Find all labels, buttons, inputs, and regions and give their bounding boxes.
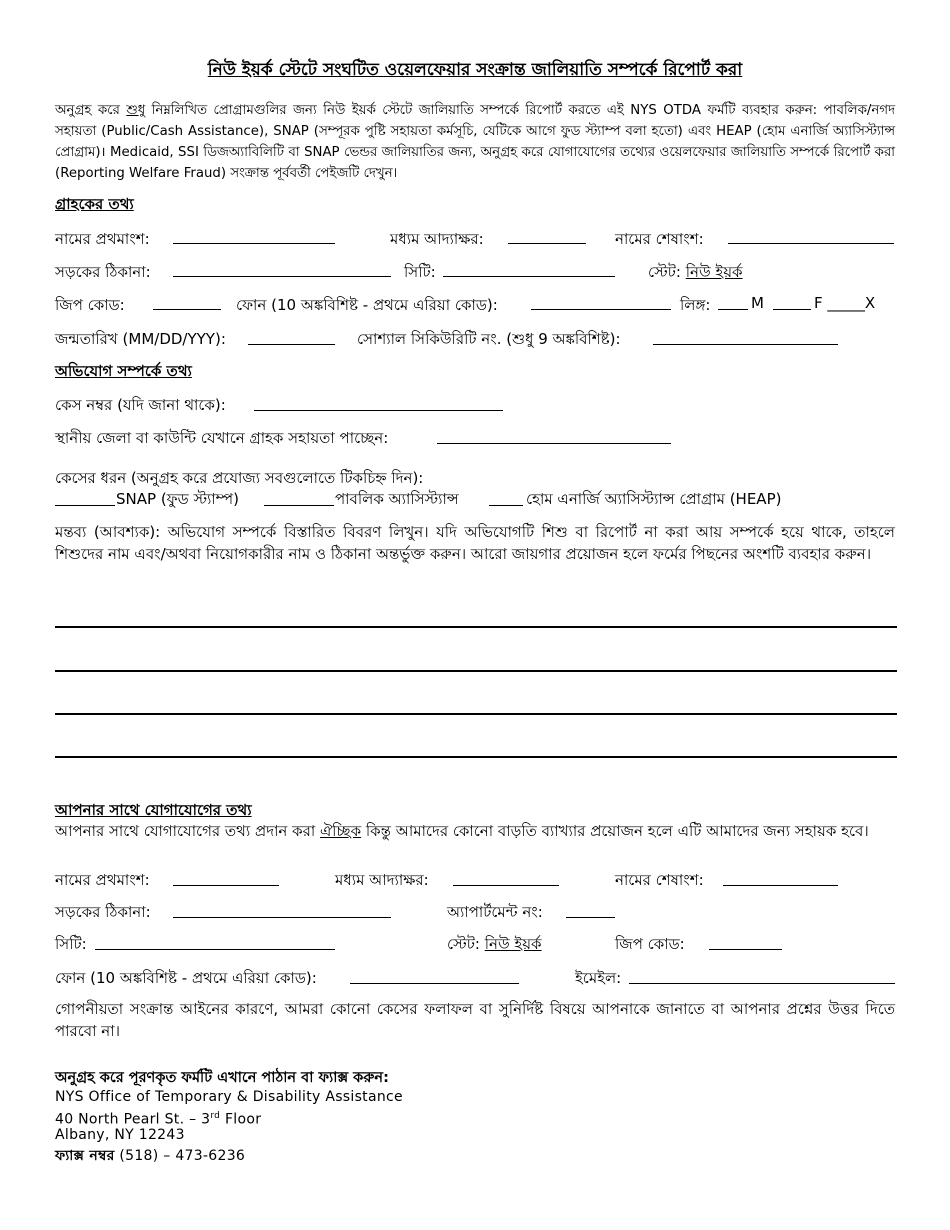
contact-street-label: সড়কের ঠিকানা: [55,903,151,921]
contact-zip-field[interactable] [709,949,782,950]
comments-line-3[interactable] [55,713,897,715]
client-phone-field[interactable] [531,309,671,310]
mail-address-line-3: Albany, NY 12243 [55,1127,185,1143]
contact-city-label: সিটি: [55,935,87,953]
comments-line-2[interactable] [55,670,897,672]
contact-email-field[interactable] [629,983,895,984]
gender-f-checkbox[interactable] [773,309,811,310]
client-dob-field[interactable] [248,344,335,345]
contact-apt-field[interactable] [566,917,615,918]
contact-middle-initial-label: মধ্যম আদ্যাক্ষর: [335,871,429,889]
client-city-field[interactable] [443,276,615,277]
gender-f-x-label: F _____X [814,294,876,312]
client-last-name-field[interactable] [728,243,894,244]
client-zip-field[interactable] [153,309,221,310]
client-last-name-label: নামের শেষাংশ: [615,230,704,248]
contact-intro [55,820,895,842]
contact-first-name-label: নামের প্রথমাংশ: [55,871,150,889]
contact-apt-label: অ্যাপার্টমেন্ট নং: [447,903,543,921]
county-label: স্থানীয় জেলা বা কাউন্টি যেখানে গ্রাহক সহায়তা পাচ্ছেন: [55,429,389,447]
gender-m-label: M [751,294,764,312]
contact-intro-b: কিন্তু আমাদের কোনো বাড়তি ব্যাখ্যার প্রয়োজন হলে এটি আমাদের জন্য সহায়ক হবে। [361,822,869,840]
client-first-name-label: নামের প্রথমাংশ: [55,230,150,248]
client-phone-label: ফোন (10 অঙ্কবিশিষ্ট - প্রথমে এরিয়া কোড): [236,296,498,314]
mail-address-line-1: NYS Office of Temporary & Disability Assistance [55,1089,403,1105]
comments-line-4[interactable] [55,756,897,758]
contact-phone-field[interactable] [350,983,519,984]
contact-phone-label: ফোন (10 অঙ্কবিশিষ্ট - প্রথমে এরিয়া কোড): [55,969,317,987]
client-city-label: সিটি: [404,263,436,281]
contact-middle-initial-field[interactable] [453,885,559,886]
contact-street-field[interactable] [173,917,391,918]
heap-option-label: হোম এনার্জি অ্যাসিস্ট্যান্স প্রোগ্রাম (HEAP) [526,490,782,508]
fax-label: ফ্যাক্স নম্বর [55,1148,115,1164]
county-field[interactable] [437,443,671,444]
intro-text-a: অনুগ্রহ করে [55,103,127,118]
contact-zip-label: জিপ কোড: [615,935,685,953]
allegation-heading: অভিযোগ সম্পর্কে তথ্য [55,362,192,380]
client-gender-label: লিঙ্গ: [680,296,711,314]
client-street-field[interactable] [173,276,391,277]
contact-heading: আপনার সাথে যোগাযোগের তথ্য [55,801,252,819]
client-state-label: স্টেট: [648,263,681,281]
client-info-heading: গ্রাহকের তথ্য [55,195,134,213]
public-assistance-checkbox[interactable] [264,505,334,506]
mail-floor-word: Floor [220,1111,262,1128]
contact-state [447,933,542,958]
gender-m-checkbox[interactable] [718,309,748,310]
snap-option-label: SNAP (ফুড স্ট্যাম্প) [116,490,239,508]
case-number-label: কেস নম্বর (যদি জানা থাকে): [55,396,226,414]
client-first-name-field[interactable] [173,243,335,244]
mail-street: 40 North Pearl St. – 3 [55,1111,211,1128]
case-type-label: কেসের ধরন (অনুগ্রহ করে প্রযোজ্য সবগুলোতে টিকচিহ্ন দিন): [55,469,424,487]
heap-checkbox[interactable] [489,505,523,506]
client-state [648,261,743,286]
comments-instructions: মন্তব্য (আবশ্যক): অভিযোগ সম্পর্কে বিস্তারিত বিবরণ লিখুন। যদি অভিযোগটি শিশু বা রিপোর্ট না করা আয় সম্পর্কে হয়ে থাকে, তাহলে শিশুদের নাম এবং/অথবা নিয়োগকারীর নাম ও ঠিকানা অন্তর্ভুক্ত করুন। আরো জায়গার প্রয়োজন হলে ফর্মের পিছনের অংশটি ব্যবহার করুন। [55,523,895,563]
privacy-notice: গোপনীয়তা সংক্রান্ত আইনের কারণে, আমরা কোনো কেসের ফলাফল বা সুনির্দিষ্ট বিষয়ে আপনাকে জানাতে বা আপনার প্রশ্নের উত্তর দিতে পারবো না। [55,1000,895,1040]
contact-state-label: স্টেট: [447,935,480,953]
contact-state-value: নিউ ইয়র্ক [484,935,542,953]
intro-text-b: নিম্নলিখিত প্রোগ্রামগুলির জন্য নিউ ইয়র্ক স্টেটে জালিয়াতি সম্পর্কে রিপোর্ট করতে এই NYS OTDA ফর্মটি ব্যবহার করুন: পাবলিক/নগদ সহায়তা (Public/Cash Assistance), SNAP (সম্পূরক পুষ্টি সহায়তা কর্মসূচি, যেটিকে আগে ফুড স্ট্যাম্প বলা হতো) এবং HEAP (হোম এনার্জি অ্যাসিস্ট্যান্স প্রোগ্রাম)। Medicaid, SSI ডিজঅ্যাবিলিটি বা SNAP ভেন্ডর জালিয়াতির জন্য, অনুগ্রহ করে যোগাযোগের তথ্যের ওয়েলফেয়ার জালিয়াতি সম্পর্কে রিপোর্ট করা (Reporting Welfare Fraud) সংক্রান্ত পূর্ববর্তী পেইজটি দেখুন। [55,103,896,181]
contact-optional-emphasis: ঐচ্ছিক [320,822,362,840]
client-state-value: নিউ ইয়র্ক [685,263,743,281]
client-dob-label: জন্মতারিখ (MM/DD/YYY): [55,330,226,348]
client-middle-initial-label: মধ্যম আদ্যাক্ষর: [390,230,484,248]
client-middle-initial-field[interactable] [508,243,586,244]
comments-line-1[interactable] [55,626,897,628]
public-assistance-option-label: পাবলিক অ্যাসিস্ট্যান্স [335,490,459,508]
fax-number: (518) – 473-6236 [114,1148,246,1164]
contact-email-label: ইমেইল: [575,969,622,987]
contact-first-name-field[interactable] [173,885,279,886]
intro-only-emphasis: শুধু [126,103,146,118]
client-ssn-label: সোশ্যাল সিকিউরিটি নং. (শুধু 9 অঙ্কবিশিষ্ট): [357,330,621,348]
mail-heading: অনুগ্রহ করে পূরণকৃত ফর্মটি এখানে পাঠান বা ফ্যাক্স করুন: [55,1070,389,1086]
contact-last-name-field[interactable] [723,885,838,886]
case-number-field[interactable] [254,410,503,411]
fax-line [55,1146,245,1166]
client-ssn-field[interactable] [653,344,838,345]
contact-intro-a: আপনার সাথে যোগাযোগের তথ্য প্রদান করা [55,822,321,840]
contact-last-name-label: নামের শেষাংশ: [615,871,704,889]
form-title: নিউ ইয়র্ক স্টেটে সংঘটিত ওয়েলফেয়ার সংক্রান্ত জালিয়াতি সম্পর্কে রিপোর্ট করা [207,60,743,80]
mail-floor-suffix: rd [210,1111,221,1121]
intro-paragraph [55,100,895,184]
client-street-label: সড়কের ঠিকানা: [55,263,151,281]
client-zip-label: জিপ কোড: [55,296,125,314]
snap-checkbox[interactable] [55,505,115,506]
contact-city-field[interactable] [95,949,335,950]
